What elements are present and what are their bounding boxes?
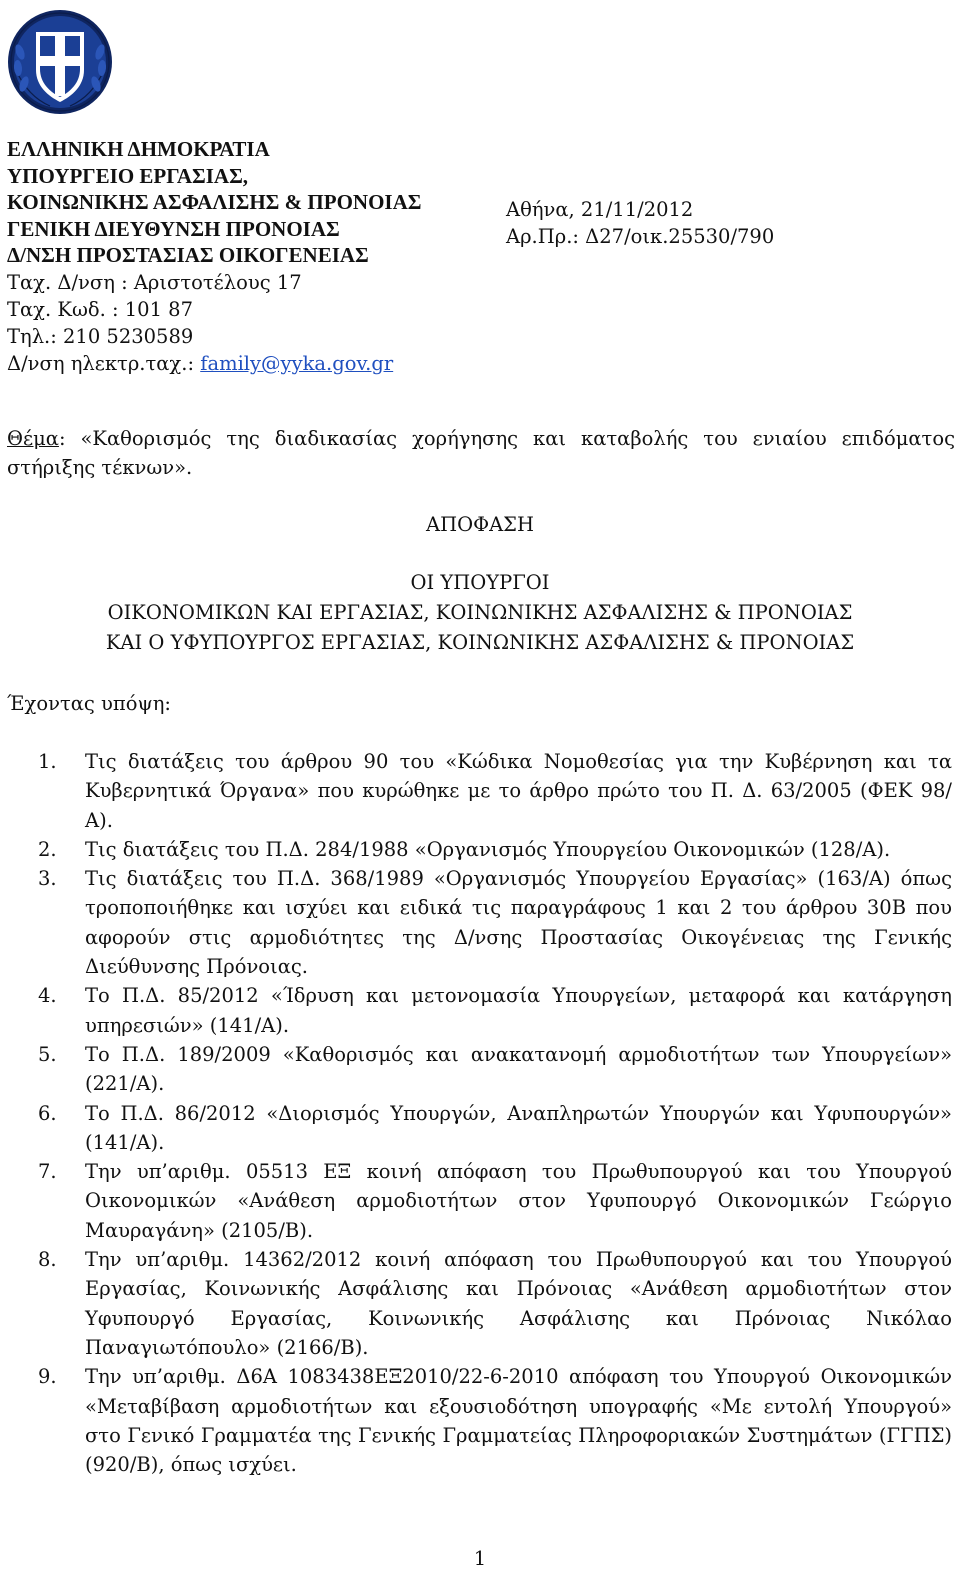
list-item xyxy=(38,1099,952,1158)
list-item xyxy=(38,1245,952,1362)
organization-header xyxy=(7,136,477,377)
list-item xyxy=(38,1040,952,1099)
decision-line-ministers: ΟΙ ΥΠΟΥΡΓΟΙ xyxy=(410,571,550,594)
email-line xyxy=(7,350,477,377)
item-text: Τις διατάξεις του Π.Δ. 284/1988 «Οργανισμός Υπουργείου Οικονομικών (128/Α). xyxy=(85,837,891,861)
org-line-directorate: Δ/ΝΣΗ ΠΡΟΣΤΑΣΙΑΣ ΟΙΚΟΓΕΝΕΙΑΣ xyxy=(7,243,369,268)
item-number: 2. xyxy=(38,837,57,861)
list-item xyxy=(38,981,952,1040)
item-text: Τις διατάξεις του Π.Δ. 368/1989 «Οργανισμός Υπουργείου Εργασίας» (163/Α) όπως τροποποιήθηκε και ισχύει και ειδικά τις παραγράφους 1 και 2 του άρθρου 30Β που αφορούν στις αρμοδιότητες της Δ/νσης Προστασίας Οικογένειας της Γενικής Διεύθυνσης Πρόνοιας. xyxy=(85,867,952,979)
reference-block xyxy=(506,196,774,250)
postal-code-line: Ταχ. Κωδ. : 101 87 xyxy=(7,297,193,321)
email-label: Δ/νση ηλεκτρ.ταχ.: xyxy=(7,351,201,375)
org-line-ministry-cont: ΚΟΙΝΩΝΙΚΗΣ ΑΣΦΑΛΙΣΗΣ & ΠΡΟΝΟΙΑΣ xyxy=(7,190,422,215)
item-text: Την υπ’αριθμ. 14362/2012 κοινή απόφαση του Πρωθυπουργού και του Υπουργού Εργασίας, Κοινωνικής Ασφάλισης και Πρόνοιας «Ανάθεση αρμοδιοτήτων στον Υφυπουργό Εργασίας, Κοινωνικής Ασφάλισης και Πρόνοιας Νικόλαο Παναγιωτόπουλο» (2166/Β). xyxy=(85,1248,952,1359)
subject-paragraph xyxy=(7,424,955,482)
address-line: Ταχ. Δ/νση : Αριστοτέλους 17 xyxy=(7,270,302,294)
item-text: Το Π.Δ. 86/2012 «Διορισμός Υπουργών, Αναπληρωτών Υπουργών και Υφυπουργών» (141/Α). xyxy=(85,1101,952,1154)
item-number: 9. xyxy=(38,1365,57,1389)
phone-line: Τηλ.: 210 5230589 xyxy=(7,324,194,348)
item-text: Το Π.Δ. 189/2009 «Καθορισμός και ανακατανομή αρμοδιοτήτων των Υπουργείων» (221/Α). xyxy=(85,1042,952,1096)
list-item xyxy=(38,1362,952,1479)
subject-label: Θέμα xyxy=(7,427,59,450)
list-item xyxy=(38,1157,952,1245)
item-text: Το Π.Δ. 85/2012 «Ίδρυση και μετονομασία Υπουργείων, μεταφορά και κατάργηση υπηρεσιών» (141/Α). xyxy=(85,984,952,1037)
decision-title: ΑΠΟΦΑΣΗ xyxy=(426,513,534,536)
item-number: 8. xyxy=(38,1248,57,1272)
list-item xyxy=(38,747,952,835)
item-number: 6. xyxy=(38,1101,57,1125)
protocol-number: Αρ.Πρ.: Δ27/οικ.25530/790 xyxy=(506,225,775,248)
item-text: Τις διατάξεις του άρθρου 90 του «Κώδικα Νομοθεσίας για την Κυβέρνηση και τα Κυβερνητικά Όργανα» που κυρώθηκε με το άρθρο πρώτο του Π. Δ. 63/2005 (ΦΕΚ 98/Α). xyxy=(85,750,952,832)
page-number: 1 xyxy=(473,1547,487,1570)
item-number: 1. xyxy=(38,750,57,773)
decision-line-ministries: ΟΙΚΟΝΟΜΙΚΩΝ ΚΑΙ ΕΡΓΑΣΙΑΣ, ΚΟΙΝΩΝΙΚΗΣ ΑΣΦΑΛΙΣΗΣ & ΠΡΟΝΟΙΑΣ xyxy=(107,601,853,624)
item-number: 7. xyxy=(38,1160,57,1184)
list-item xyxy=(38,864,952,981)
date-line: Αθήνα, 21/11/2012 xyxy=(506,198,694,221)
subject-text: : «Καθορισμός της διαδικασίας χορήγησης και καταβολής του ενιαίου επιδόματος στήριξης τέκνων». xyxy=(7,427,955,479)
decision-heading xyxy=(0,510,960,658)
org-line-republic: ΕΛΛΗΝΙΚΗ ΔΗΜΟΚΡΑΤΙΑ xyxy=(7,137,270,161)
item-text: Την υπ’αριθμ. Δ6Α 1083438ΕΞ2010/22-6-2010 απόφαση του Υπουργού Οικονομικών «Μεταβίβαση αρμοδιοτήτων και εξουσιοδότηση υπογραφής «Με εντολή Υπουργού» στο Γενικό Γραμματέα της Γενικής Γραμματείας Πληροφοριακών Συστημάτων (ΓΓΠΣ) (920/Β), όπως ισχύει. xyxy=(85,1365,952,1477)
org-line-general-directorate: ΓΕΝΙΚΗ ΔΙΕΥΘΥΝΣΗ ΠΡΟΝΟΙΑΣ xyxy=(7,216,340,241)
org-line-ministry: ΥΠΟΥΡΓΕΙΟ ΕΡΓΑΣΙΑΣ, xyxy=(7,163,249,188)
considering-intro: Έχοντας υπόψη: xyxy=(7,692,171,715)
item-number: 4. xyxy=(38,984,57,1008)
list-item xyxy=(38,835,952,864)
email-link[interactable]: family@yyka.gov.gr xyxy=(200,351,394,375)
decision-line-deputy: ΚΑΙ Ο ΥΦΥΠΟΥΡΓΟΣ ΕΡΓΑΣΙΑΣ, ΚΟΙΝΩΝΙΚΗΣ ΑΣΦΑΛΙΣΗΣ & ΠΡΟΝΟΙΑΣ xyxy=(105,631,855,654)
legal-basis-list xyxy=(38,747,952,1479)
item-number: 3. xyxy=(38,867,57,891)
item-text: Την υπ’αριθμ. 05513 ΕΞ κοινή απόφαση του Πρωθυπουργού και του Υπουργού Οικονομικών «Ανάθεση αρμοδιοτήτων στον Υφυπουργό Οικονομικών Γεώργιο Μαυραγάνη» (2105/Β). xyxy=(85,1160,952,1242)
item-number: 5. xyxy=(38,1042,57,1066)
greek-coat-of-arms-emblem xyxy=(6,8,114,116)
